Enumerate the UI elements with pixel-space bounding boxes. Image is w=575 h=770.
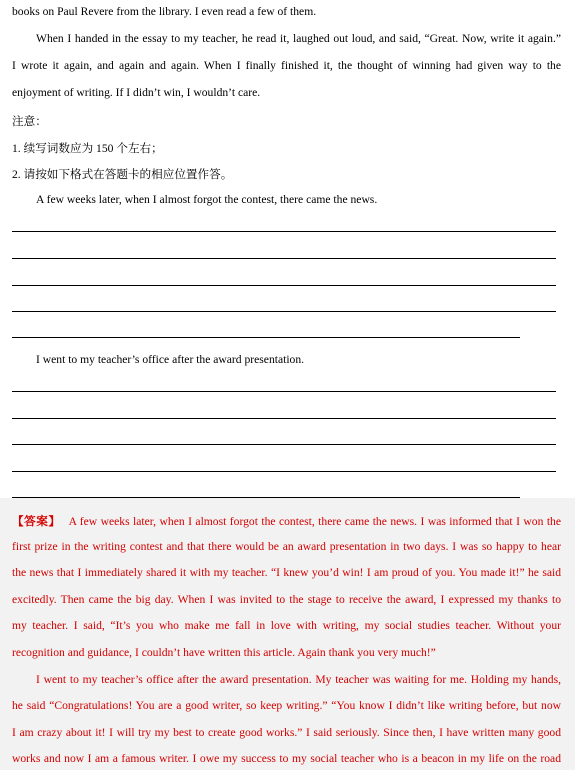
answer-line xyxy=(12,258,556,259)
answer-line-text: works and now I am a famous writer. I owe my success to my social teacher who is a beacon in my life on the road xyxy=(12,752,561,765)
answer-line xyxy=(12,311,556,312)
notes-heading: 注意： xyxy=(12,115,47,128)
answer-line-text: excitedly. Then came the big day. When I was invited to the stage to receive the award, I expressed my thanks to xyxy=(12,593,561,606)
answer-line xyxy=(12,391,556,392)
answer-line xyxy=(12,285,556,286)
passage-line: When I handed in the essay to my teacher, he read it, laughed out loud, and said, “Great. Now, write it again.” xyxy=(36,32,561,45)
answer-line-text: my teacher. I said, “It’s you who make me fall in love with writing, my social studies teacher. Without your xyxy=(12,619,561,632)
passage-line: I wrote it again, and again and again. When I finally finished it, the thought of winning had given way to the xyxy=(12,59,561,72)
notes-item: 1. 续写词数应为 150 个左右； xyxy=(12,142,163,155)
answer-line xyxy=(12,418,556,419)
passage-line: books on Paul Revere from the library. I even read a few of them. xyxy=(12,5,317,18)
notes-item: 2. 请按如下格式在答题卡的相应位置作答。 xyxy=(12,168,233,181)
answer-line-text: recognition and guidance, I couldn’t have written this article. Again thank you very much!” xyxy=(12,646,436,659)
answer-line xyxy=(12,444,556,445)
answer-line-text: 【答案】 A few weeks later, when I almost forgot the contest, there came the news. I was informed that I won the xyxy=(12,515,561,528)
answer-line-text: the news that I immediately shared it with my teacher. “I knew you’d win! I am proud of you. You made it!” he said xyxy=(12,566,561,579)
answer-line xyxy=(12,231,556,232)
answer-line xyxy=(12,497,520,498)
paragraph-2-prompt: I went to my teacher’s office after the award presentation. xyxy=(36,353,305,366)
answer-line xyxy=(12,471,556,472)
passage-line: enjoyment of writing. If I didn’t win, I wouldn’t care. xyxy=(12,86,261,99)
answer-line-text: I went to my teacher’s office after the award presentation. My teacher was waiting for me. Holding my hands, xyxy=(36,673,561,686)
answer-line-text: first prize in the writing contest and that there would be an award presentation in two days. I was so happy to hear xyxy=(12,540,561,553)
answer-tag: 【答案】 xyxy=(12,515,61,528)
answer-line-text: I am crazy about it! I will try my best to create good works.” I said seriously. Since then, I have written many good xyxy=(12,726,561,739)
answer-line xyxy=(12,337,520,338)
answer-line-text: he said “Congratulations! You are a good writer, so keep writing.” “You know I didn’t like writing before, but now xyxy=(12,699,561,712)
paragraph-1-prompt: A few weeks later, when I almost forgot the contest, there came the news. xyxy=(36,193,378,206)
